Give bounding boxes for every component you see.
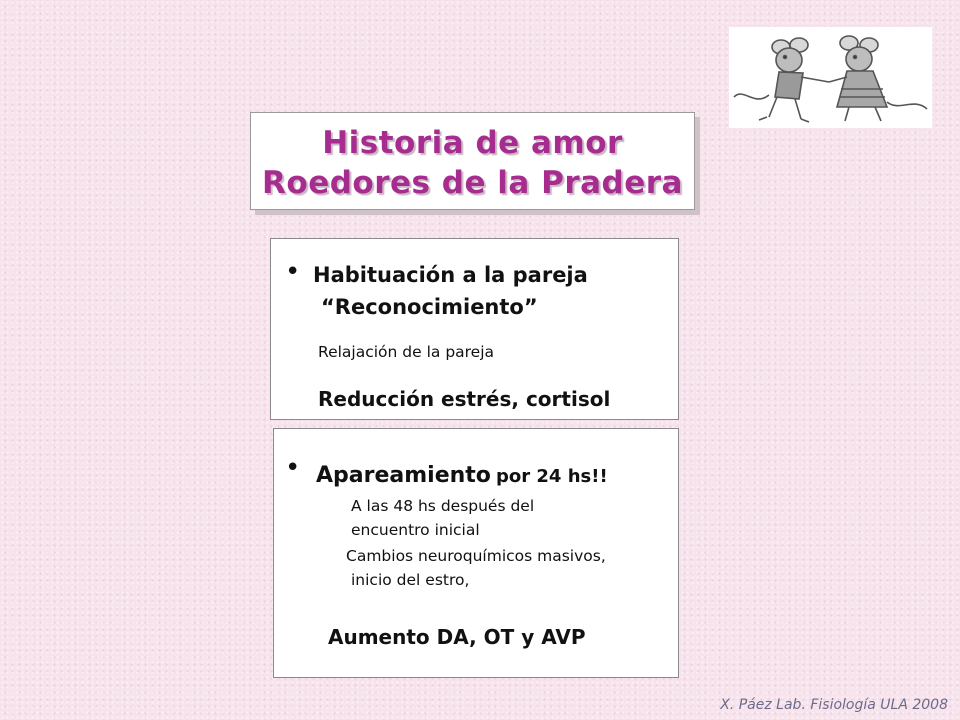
stress-reduction-highlight: Reducción estrés, cortisol	[318, 387, 611, 411]
neurochem-highlight: Aumento DA, OT y AVP	[328, 625, 586, 649]
bullet-icon: •	[285, 453, 301, 483]
title-line-2: Roedores de la Pradera	[262, 165, 683, 201]
title-line-1: Historia de amor	[322, 125, 623, 161]
dancing-mice-image	[729, 27, 932, 128]
detail-line-3: Cambios neuroquímicos masivos,	[346, 547, 606, 565]
footer-credit: X. Páez Lab. Fisiología ULA 2008	[720, 697, 948, 713]
mating-heading-rest: por 24 hs!!	[496, 466, 608, 487]
mating-box	[273, 428, 679, 678]
recognition-subheading: “Reconocimiento”	[321, 295, 538, 319]
slide-title-box	[250, 112, 695, 210]
detail-line-1: A las 48 hs después del	[351, 497, 535, 515]
detail-line-2: encuentro inicial	[351, 521, 480, 539]
mating-heading	[316, 463, 608, 488]
habituation-heading: Habituación a la pareja	[313, 263, 588, 287]
mating-heading-main: Apareamiento	[316, 463, 491, 488]
detail-line-4: inicio del estro,	[351, 571, 470, 589]
bullet-icon: •	[285, 257, 301, 287]
habituation-box	[270, 238, 679, 420]
relaxation-note: Relajación de la pareja	[318, 343, 495, 361]
